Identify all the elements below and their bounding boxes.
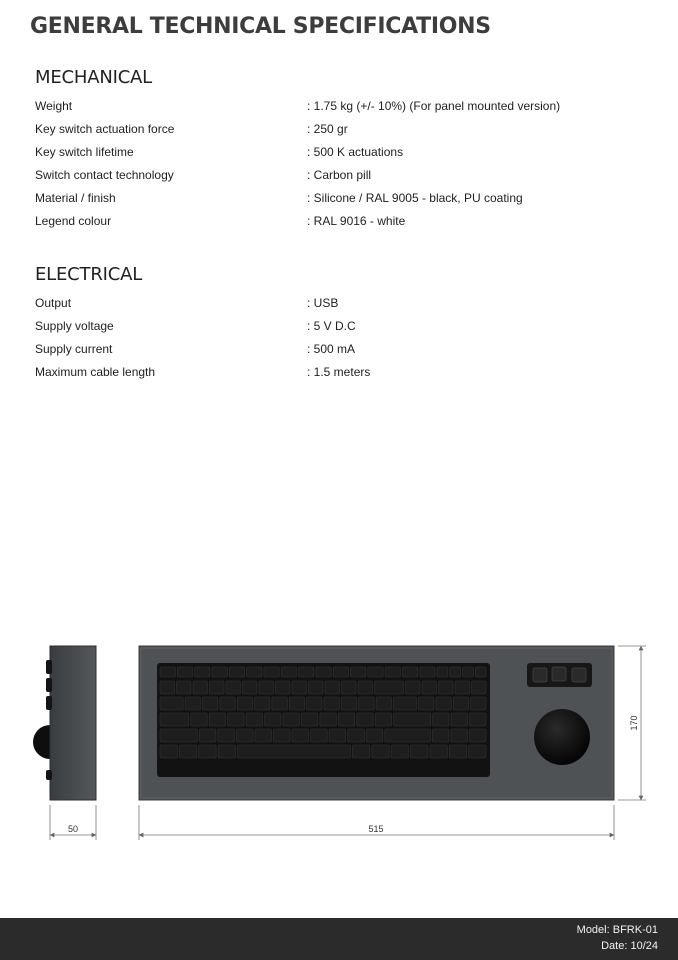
key-cap [432, 729, 449, 742]
key-cap [237, 697, 252, 710]
spec-value: : RAL 9016 - white [307, 214, 406, 228]
key-cap [433, 713, 449, 726]
key-cap [453, 697, 468, 710]
side-button [46, 696, 52, 710]
key-cap [264, 667, 279, 677]
key-cap [265, 713, 281, 726]
key-cap [195, 667, 210, 677]
key-cap [411, 745, 428, 758]
key-cap [281, 667, 296, 677]
key-cap [436, 697, 451, 710]
key-cap [311, 729, 328, 742]
right-mouse-button [572, 668, 586, 682]
key-cap [160, 713, 189, 726]
key-cap [471, 697, 486, 710]
key-cap [193, 681, 208, 694]
spec-row-output [35, 296, 635, 316]
key-cap [238, 745, 351, 758]
key-cap [422, 681, 437, 694]
key-cap [299, 667, 314, 677]
spec-label: Maximum cable length [35, 365, 156, 379]
date-value: 10/24 [630, 940, 658, 952]
spec-value: : Carbon pill [307, 168, 372, 182]
spec-row-cable-length [35, 365, 635, 385]
key-cap [358, 681, 373, 694]
key-cap [451, 729, 468, 742]
key-cap [177, 681, 192, 694]
spec-value: : 1.75 kg (+/- 10%) (For panel mounted version) [307, 99, 561, 113]
key-cap [385, 729, 431, 742]
key-cap [160, 729, 197, 742]
key-cap [376, 697, 391, 710]
key-cap [210, 681, 225, 694]
key-cap [375, 713, 391, 726]
key-cap [301, 713, 317, 726]
spec-value: : 5 V D.C [307, 319, 356, 333]
key-cap [177, 667, 192, 677]
key-cap [406, 681, 421, 694]
spec-value: : USB [307, 296, 339, 310]
electrical-section-title: ELECTRICAL [35, 264, 143, 285]
key-cap [366, 729, 383, 742]
key-cap [324, 697, 339, 710]
key-cap [325, 681, 340, 694]
key-cap [276, 681, 291, 694]
side-button [46, 660, 52, 674]
keyboard-dimension-drawing [0, 630, 678, 845]
front-view [139, 646, 614, 800]
spec-label: Key switch lifetime [35, 145, 134, 159]
key-cap [255, 729, 272, 742]
key-cap [385, 667, 400, 677]
spec-value: : 1.5 meters [307, 365, 371, 379]
key-cap [236, 729, 253, 742]
key-cap [472, 681, 487, 694]
key-cap [218, 729, 235, 742]
model-value: BFRK-01 [612, 924, 658, 936]
key-cap [289, 697, 304, 710]
width-dimension-label: 515 [368, 824, 384, 834]
key-cap [463, 667, 474, 677]
left-mouse-button [533, 668, 547, 682]
key-cap [185, 697, 200, 710]
key-cap [419, 697, 434, 710]
key-cap [220, 697, 235, 710]
depth-dimension-label: 50 [67, 824, 79, 834]
middle-mouse-button [552, 667, 566, 681]
key-cap [450, 667, 461, 677]
footer-date [601, 940, 658, 952]
key-cap [259, 681, 274, 694]
spec-row-weight [35, 99, 635, 119]
spec-label: Output [35, 296, 72, 310]
key-cap [469, 745, 486, 758]
key-cap [341, 697, 356, 710]
key-cap [243, 681, 258, 694]
key-cap [199, 745, 216, 758]
spec-row-supply-voltage [35, 319, 635, 339]
side-view [33, 646, 96, 800]
key-cap [229, 667, 244, 677]
spec-row-actuation-force [35, 122, 635, 142]
key-cap [439, 681, 454, 694]
side-body [50, 646, 96, 800]
key-cap [209, 713, 225, 726]
key-cap [160, 667, 175, 677]
key-cap [391, 745, 408, 758]
key-cap [351, 667, 366, 677]
key-cap [307, 697, 322, 710]
key-cap [430, 745, 447, 758]
key-cap [212, 667, 227, 677]
footer-bar [0, 918, 678, 960]
key-cap [342, 681, 357, 694]
key-cap [228, 713, 244, 726]
key-cap [372, 745, 389, 758]
spec-label: Material / finish [35, 191, 116, 205]
spec-row-switch-lifetime [35, 145, 635, 165]
key-cap [179, 745, 196, 758]
footer-model [577, 924, 658, 936]
key-cap [292, 729, 309, 742]
key-cap [309, 681, 324, 694]
key-cap [246, 713, 262, 726]
key-cap [202, 697, 217, 710]
spec-row-contact-technology [35, 168, 635, 188]
key-cap [451, 713, 467, 726]
height-dimension-label: 170 [629, 715, 639, 731]
key-cap [283, 713, 299, 726]
spec-value: : 250 gr [307, 122, 348, 136]
key-cap [218, 745, 235, 758]
key-cap [160, 681, 175, 694]
spec-label: Legend colour [35, 214, 112, 228]
key-cap [333, 667, 348, 677]
key-cap [449, 745, 466, 758]
spec-row-legend-colour [35, 214, 635, 234]
key-cap [226, 681, 241, 694]
key-cap [420, 667, 435, 677]
spec-value: : Silicone / RAL 9005 - black, PU coating [307, 191, 523, 205]
key-cap [403, 667, 418, 677]
key-cap [320, 713, 336, 726]
key-cap [160, 745, 177, 758]
key-cap [255, 697, 270, 710]
key-cap [272, 697, 287, 710]
key-cap [394, 697, 417, 710]
spec-row-material-finish [35, 191, 635, 211]
key-cap [348, 729, 365, 742]
side-button [46, 678, 52, 692]
key-cap [274, 729, 291, 742]
key-cap [394, 713, 431, 726]
key-cap [191, 713, 207, 726]
key-cap [475, 667, 486, 677]
key-cap [316, 667, 331, 677]
key-cap [469, 729, 486, 742]
key-cap [352, 745, 369, 758]
key-cap [329, 729, 346, 742]
model-label: Model: [576, 924, 610, 936]
spec-value: : 500 K actuations [307, 145, 404, 159]
spec-label: Supply current [35, 342, 113, 356]
key-cap [338, 713, 354, 726]
key-cap [199, 729, 216, 742]
spec-label: Switch contact technology [35, 168, 174, 182]
key-cap [375, 681, 404, 694]
key-cap [359, 697, 374, 710]
key-cap [470, 713, 486, 726]
key-cap [247, 667, 262, 677]
spec-label: Supply voltage [35, 319, 114, 333]
key-cap [357, 713, 373, 726]
date-label: Date: [601, 940, 628, 952]
page-title: GENERAL TECHNICAL SPECIFICATIONS [30, 14, 491, 39]
key-cap [437, 667, 448, 677]
side-button [46, 770, 52, 780]
key-cap [292, 681, 307, 694]
spec-label: Weight [35, 99, 73, 113]
key-cap [368, 667, 383, 677]
spec-value: : 500 mA [307, 342, 356, 356]
spec-row-supply-current [35, 342, 635, 362]
trackball [534, 709, 590, 765]
mechanical-section-title: MECHANICAL [35, 67, 153, 88]
key-cap [455, 681, 470, 694]
spec-label: Key switch actuation force [35, 122, 175, 136]
key-cap [160, 697, 183, 710]
